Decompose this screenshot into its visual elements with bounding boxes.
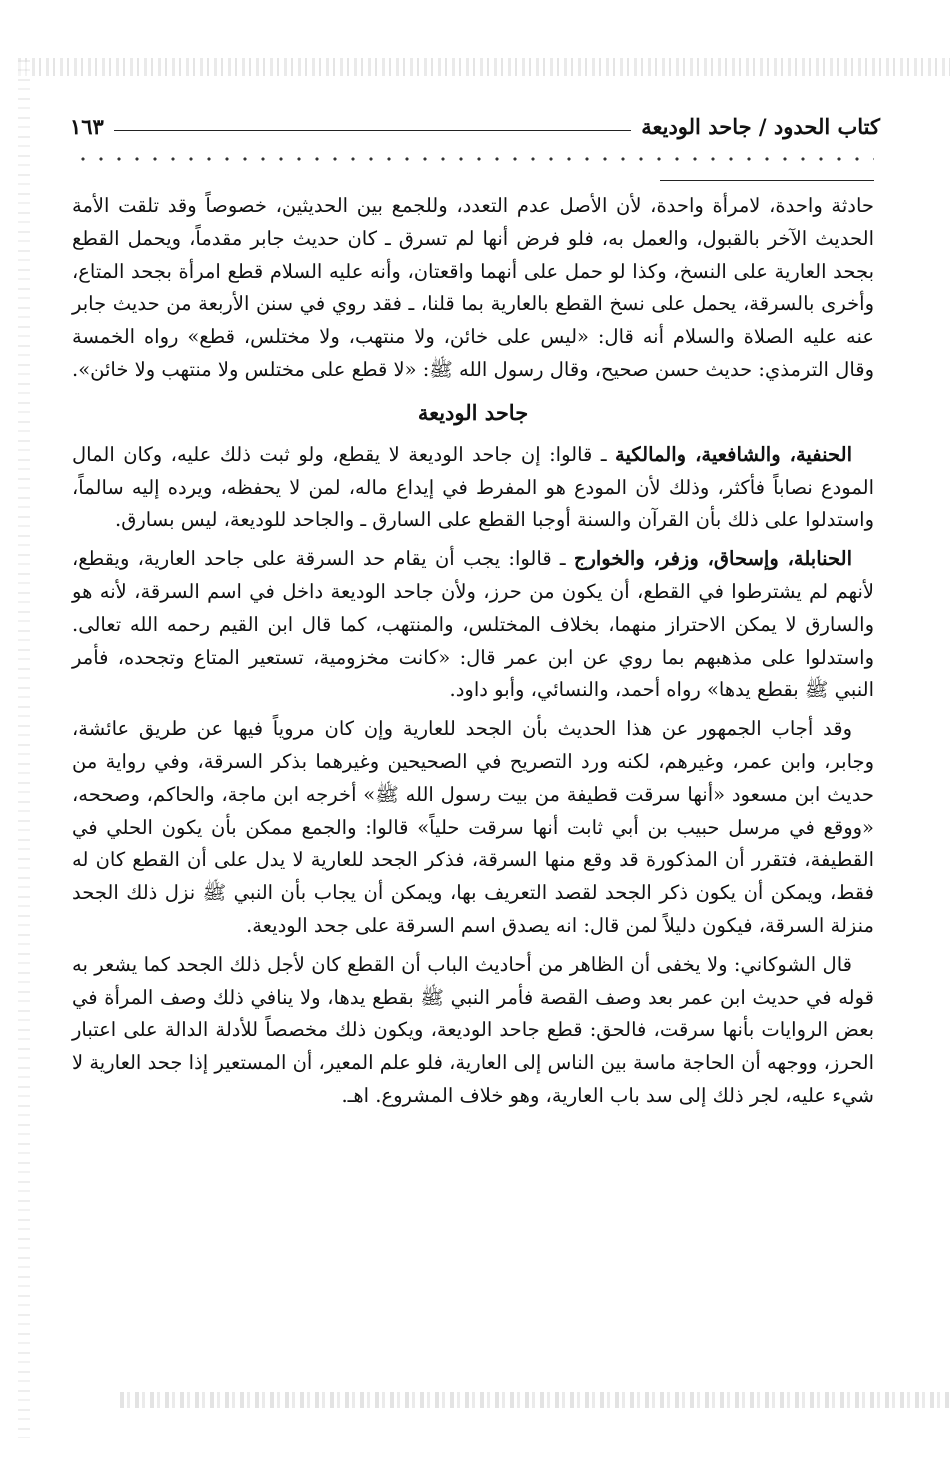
paragraph-shawkani: قال الشوكاني: ولا يخفى أن الظاهر من أحاديث الباب أن القطع كان لأجل ذلك الجحد كما يشعر به قوله في حديث ابن عمر بعد وصف القصة فأمر النبي ﷺ بقطع يدها، ولا ينافي ذلك وصف المرأة في بعض الروايات بأنها سرقت، فالحق: قطع جاحد الوديعة، ويكون ذلك مخصصاً للأدلة الدالة على اعتبار الحرز، ووجهه أن الحاجة ماسة بين الناس إلى العارية، فلو علم المعير، أن المستعير إذا جحد العارية لا شيء عليه، لجر ذلك إلى سد باب العارية، وهو خلاف المشروع. اهـ. xyxy=(72,952,874,1107)
scan-edge-top xyxy=(18,58,950,76)
running-head xyxy=(70,106,880,146)
hanbali-schools: الحنابلة، وإسحاق، وزفر، والخوارج xyxy=(573,547,852,571)
hanafi-opinion: ـ قالوا: إن جاحد الوديعة لا يقطع، ولو ثبت ذلك عليه، وكان المال المودع نصاباً فأكثر، وذلك لأن المودع هو المفرط في إيداع ماله، لمن لا يحفظه، ويرده إليه سالماً، واستدلوا على ذلك بأن القرآن والسنة أوجبا القطع على السارق ـ والجاحد للوديعة، ليس بسارق. xyxy=(72,442,874,532)
running-title: كتاب الحدود / جاحد الوديعة xyxy=(641,113,880,139)
page-number: ١٦٣ xyxy=(70,113,104,139)
section-heading: جاحد الوديعة xyxy=(417,399,529,425)
paragraph-jumhur: وقد أجاب الجمهور عن هذا الحديث بأن الجحد للعارية وإن كان مروياً فيها عن طريق عائشة، وجابر، وابن عمر، وغيرهم، لكنه ورد التصريح في الصحيحين وغيرهما بذكر السرقة، وفي رواية من حديث ابن مسعود «أنها سرقت قطيفة من بيت رسول الله ﷺ» أخرجه ابن ماجة، والحاكم، وصححه، «ووقع في مرسل حبيب بن أبي ثابت أنها سرقت حلياً» قالوا: والجمع ممكن بأن يكون الحلي في القطيفة، فتقرر أن المذكورة قد وقع منها السرقة، فذكر الجحد للعارية لا يدل على أن القطع كان له فقط، ويمكن أن يكون ذكر الجحد لقصد التعريف بها، ويمكن أن يجاب بأن النبي ﷺ نزل ذلك الجحد منزلة السرقة، فيكون دليلاً لمن قال: انه يصدق اسم السرقة على جحد الوديعة. xyxy=(72,717,874,937)
short-rule xyxy=(660,180,874,181)
scan-edge-bottom xyxy=(120,1392,950,1408)
paragraph-hanafi xyxy=(72,439,874,537)
header-rule xyxy=(114,130,631,131)
hanbali-opinion: ـ قالوا: يجب أن يقام حد السرقة على جاحد العارية، ويقطع، لأنهم لم يشترطوا في القطع، أن يكون من حرز، ولأن جاحد الوديعة داخل في اسم السرقة، لأنه هو والسارق لا يمكن الاحتراز منهما، بخلاف المختلس، والمنتهب، كما قال ابن القيم رحمه الله تعالى. واستدلوا على مذهبهم بما روي عن ابن عمر قال: «كانت مخزومية، تستعير المتاع وتجحده، فأمر النبي ﷺ بقطع يدها» رواه أحمد، والنسائي، وأبو داود. xyxy=(72,547,874,702)
paragraph-intro: حادثة واحدة، لامرأة واحدة، لأن الأصل عدم التعدد، وللجمع بين الحديثين، خصوصاً وقد تلقت الأمة الحديث الآخر بالقبول، والعمل به، فلو فرض أنها لم تسرق ـ كان حديث جابر مقدماً، ويحمل القطع بجحد العارية على النسخ، وكذا لو حمل على أنهما واقعتان، وأنه عليه السلام قطع امرأة بجحد المتاع، وأخرى بالسرقة، يحمل على نسخ القطع بالعارية بما قلنا، ـ فقد روي في سنن الأربعة من حديث جابر عنه عليه الصلاة والسلام أنه قال: «ليس على خائن، ولا منتهب، ولا مختلس، قطع» رواه الخمسة وقال الترمذي: حديث حسن صحيح، وقال رسول الله ﷺ: «لا قطع على مختلس ولا منتهب ولا خائن». xyxy=(72,194,874,381)
dotted-separator xyxy=(74,153,874,165)
scan-edge-left xyxy=(18,60,30,1438)
paragraph-hanbali xyxy=(72,543,874,707)
hanafi-schools: الحنفية، والشافعية، والمالكية xyxy=(615,442,853,466)
body-text xyxy=(72,190,874,1113)
